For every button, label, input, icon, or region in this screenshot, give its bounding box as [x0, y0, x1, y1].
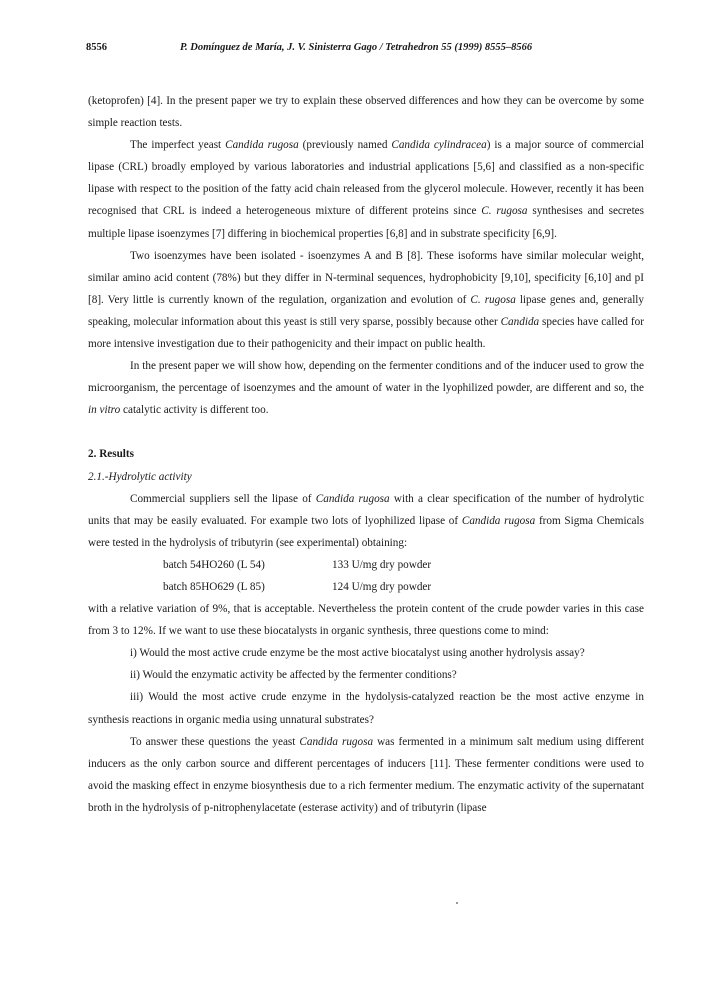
paragraph-commercial-suppliers: [88, 488, 644, 554]
batch-row-l54: [88, 554, 644, 576]
text-run: The imperfect yeast: [130, 139, 226, 152]
text-run: with a clear specification of the number of hydrolytic units that may be easily evaluated. For example two lots of lyophilized lipase of: [88, 492, 645, 527]
subsection-heading-hydrolytic-activity: 2.1.-Hydrolytic activity: [88, 470, 192, 483]
page-number: 8556: [86, 42, 107, 53]
section-heading-results: 2. Results: [88, 448, 134, 461]
question-three: iii) Would the most active crude enzyme in the hydolysis-catalyzed reaction be the most active enzyme in synthesis reactions in organic media using unnatural substrates?: [88, 691, 644, 726]
text-run: In the present paper we will show how, depending on the fermenter conditions and of the inducer used to grow the microorganism, the percentage of isoenzymes and the amount of water in the lyophilized powder, are different and so, the: [88, 360, 644, 395]
text-run: synthesises and secretes multiple lipase isoenzymes [7] differing in biochemical properties [6,8] and in substrate specificity [6,9].: [88, 205, 644, 240]
text-run: To answer these questions the yeast: [130, 735, 300, 748]
text-run: was fermented in a minimum salt medium using different inducers as the only carbon source and different percentages of inducers [11]. These fermenter conditions were used to avoid the masking effect in enzyme biosynthesis due to a rich fermenter medium. The enzymatic activity of the supernatant broth in the hydrolysis of p-nitrophenylacetate (esterase activity) and of tributyrin (lipase: [88, 735, 644, 814]
species-name: Candida rugosa: [299, 735, 374, 748]
batch-activity: 133 U/mg dry powder: [332, 558, 432, 571]
paragraph-present-paper: [88, 355, 644, 421]
batch-name: batch 54HO260 (L 54): [163, 558, 265, 571]
species-name: Candida rugosa: [461, 514, 536, 527]
question-one: i) Would the most active crude enzyme be the most active biocatalyst using another hydrolysis assay?: [130, 647, 585, 660]
paragraph-relative-variation: with a relative variation of 9%, that is acceptable. Nevertheless the protein content of the crude powder varies in this case from 3 to 12%. If we want to use these biocatalysts in organic synthesis, three questions come to mind:: [88, 603, 644, 638]
species-name: Candida: [500, 315, 540, 328]
text-run: catalytic activity is different too.: [120, 404, 269, 417]
text-run: lipase genes and, generally speaking, molecular information about this yeast is still very sparse, possibly because other: [88, 293, 645, 328]
text-run: Two isoenzymes have been isolated - isoenzymes A and B [8]. These isoforms have similar molecular weight, similar amino acid content (78%) but they differ in N-terminal sequences, hydrophobicity [9,10], specificity [6,10] and pI [8]. Very little is currently known of the regulation, organization and evolution of: [88, 249, 644, 306]
text-run: species have called for more intensive investigation due to their pathogenicity and their impact on public health.: [88, 315, 644, 351]
batch-row-l85: [88, 576, 644, 598]
text-run: (previously named: [298, 139, 392, 152]
text-run: ) is a major source of commercial lipase (CRL) broadly employed by various laboratories and industrial applications [5,6] and classified as a non-specific lipase with respect to the position of the fatty acid chain released from the glycerol molecule. However, recently it has been recognised that CRL is indeed a heterogeneous mixture of different proteins since: [88, 139, 645, 218]
species-name: Candida rugosa: [315, 492, 390, 505]
species-name: Candida cylindracea: [391, 139, 487, 152]
latin-term: in vitro: [88, 404, 121, 417]
question-two: ii) Would the enzymatic activity be affected by the fermenter conditions?: [130, 669, 457, 682]
scan-speck: [456, 902, 458, 904]
paragraph-continuation: (ketoprofen) [4]. In the present paper we try to explain these observed differences and how they can be overcome by some simple reaction tests.: [88, 95, 644, 130]
text-run: from Sigma Chemicals were tested in the hydrolysis of tributyrin (see experimental) obtaining:: [88, 514, 644, 549]
species-name: C. rugosa: [481, 205, 528, 218]
species-name: Candida rugosa: [225, 139, 299, 152]
paragraph-fermentation: [88, 731, 644, 819]
batch-activity: 124 U/mg dry powder: [332, 580, 432, 593]
paragraph-candida-rugosa-intro: [88, 134, 644, 244]
running-head-citation: P. Domínguez de María, J. V. Sinisterra Gago / Tetrahedron 55 (1999) 8555–8566: [180, 42, 533, 53]
batch-name: batch 85HO629 (L 85): [163, 580, 265, 593]
paragraph-isoenzymes: [88, 245, 644, 355]
article-body: [88, 90, 644, 819]
species-name: C. rugosa: [470, 293, 516, 306]
text-run: Commercial suppliers sell the lipase of: [130, 492, 316, 505]
